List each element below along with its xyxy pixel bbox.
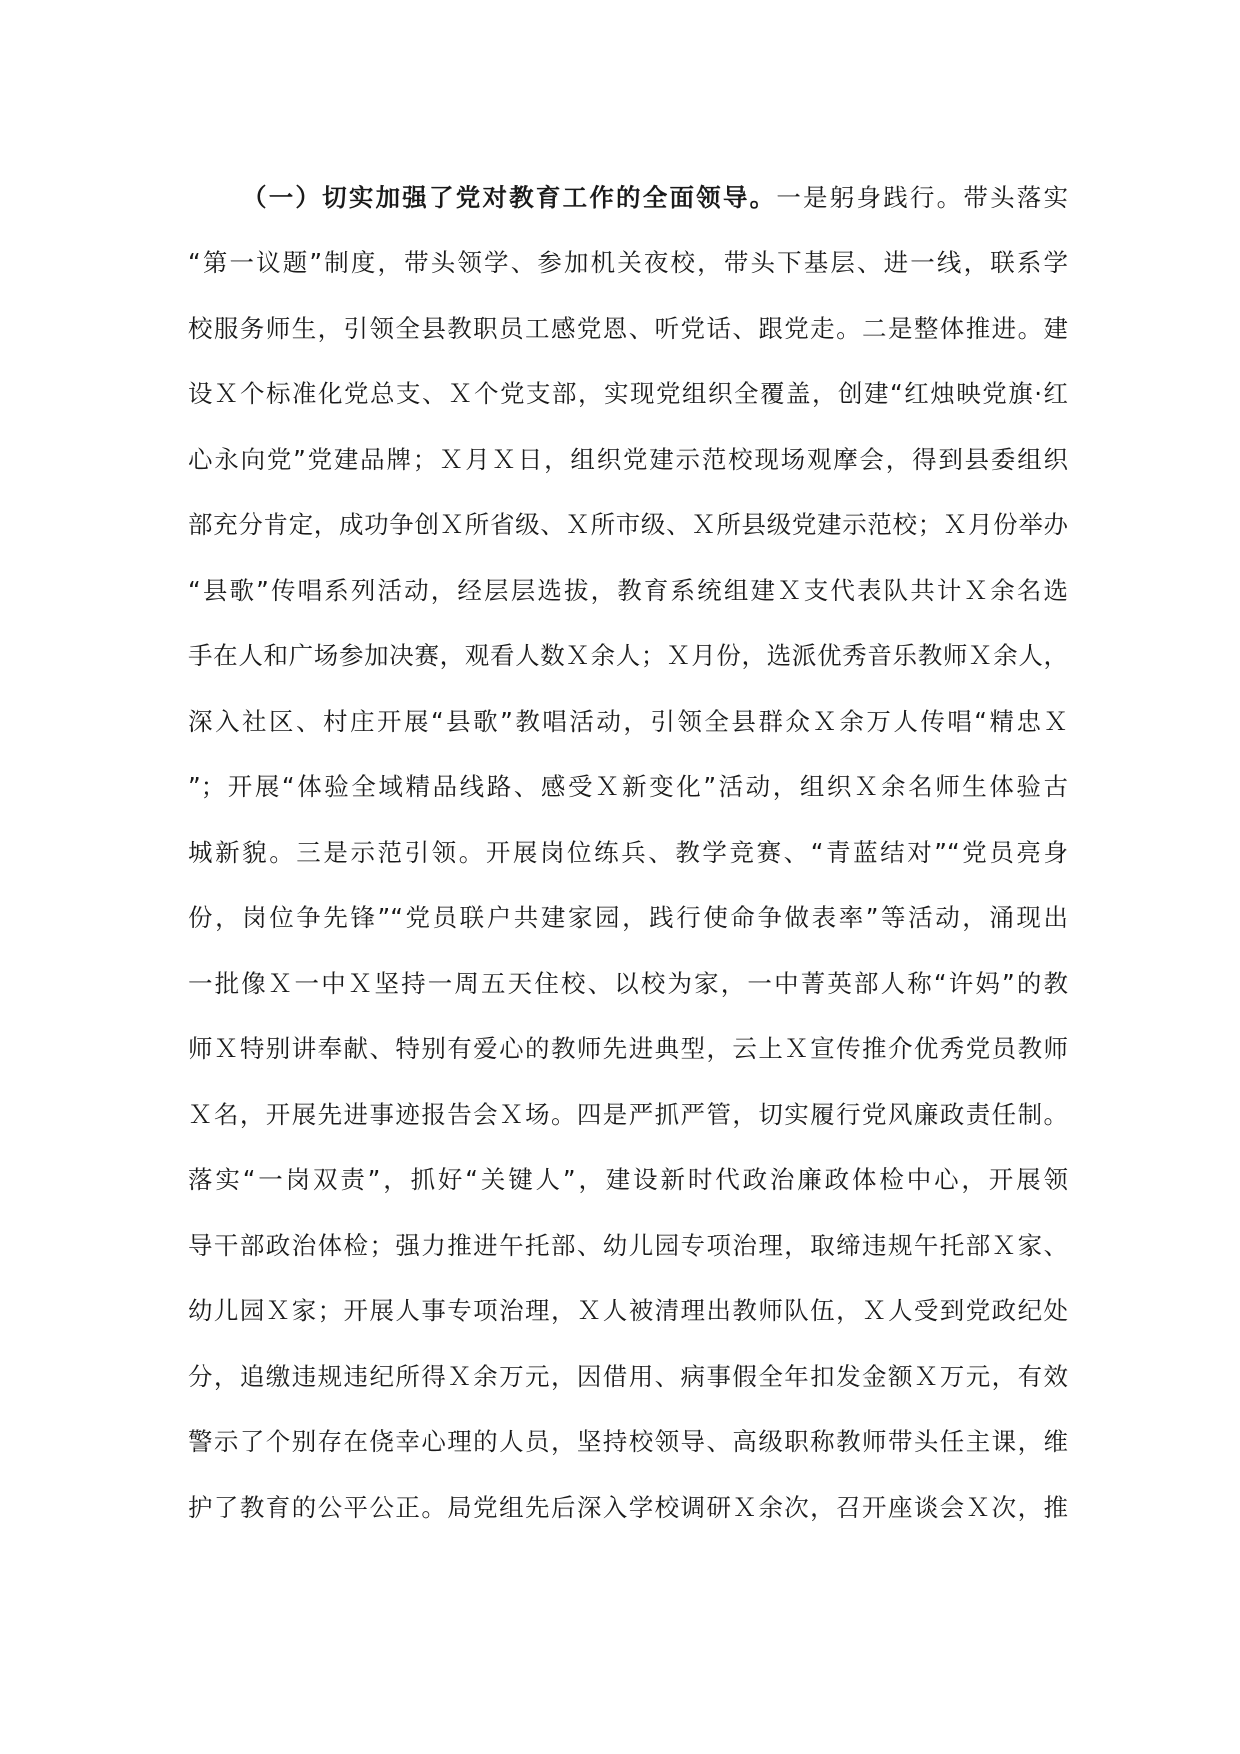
paragraph-line: 校服务师生，引领全县教职员工感党恩、听党话、跟党走。二是整体推进。建 — [188, 314, 1068, 343]
paragraph-line: 导干部政治体检；强力推进午托部、幼儿园专项治理，取缔违规午托部Ｘ家、 — [188, 1231, 1068, 1260]
paragraph-line: 手在人和广场参加决赛，观看人数Ｘ余人；Ｘ月份，选派优秀音乐教师Ｘ余人， — [188, 641, 1068, 670]
paragraph-line: 设Ｘ个标准化党总支、Ｘ个党支部，实现党组织全覆盖，创建“红烛映党旗·红 — [188, 379, 1068, 408]
paragraph-line: 城新貌。三是示范引领。开展岗位练兵、教学竞赛、“青蓝结对”“党员亮身 — [188, 838, 1068, 867]
paragraph-line: 落实“一岗双责”，抓好“关键人”，建设新时代政治廉政体检中心，开展领 — [188, 1165, 1068, 1194]
paragraph-line: “第一议题”制度，带头领学、参加机关夜校，带头下基层、进一线，联系学 — [188, 248, 1068, 277]
section-heading: （一）切实加强了党对教育工作的全面领导。 — [242, 183, 777, 212]
paragraph-line: 一批像Ｘ一中Ｘ坚持一周五天住校、以校为家，一中菁英部人称“许妈”的教 — [188, 969, 1068, 998]
paragraph-line: 分，追缴违规违纪所得Ｘ余万元，因借用、病事假全年扣发金额Ｘ万元，有效 — [188, 1362, 1068, 1391]
line-text: 一是躬身践行。带头落实 — [776, 183, 1068, 212]
paragraph-line: 部充分肯定，成功争创Ｘ所省级、Ｘ所市级、Ｘ所县级党建示范校；Ｘ月份举办 — [188, 510, 1068, 539]
paragraph-line: Ｘ名，开展先进事迹报告会Ｘ场。四是严抓严管，切实履行党风廉政责任制。 — [188, 1100, 1068, 1129]
paragraph-line: 师Ｘ特别讲奉献、特别有爱心的教师先进典型，云上Ｘ宣传推介优秀党员教师 — [188, 1034, 1068, 1063]
paragraph-line: 幼儿园Ｘ家；开展人事专项治理，Ｘ人被清理出教师队伍，Ｘ人受到党政纪处 — [188, 1296, 1068, 1325]
paragraph-line: 心永向党”党建品牌；Ｘ月Ｘ日，组织党建示范校现场观摩会，得到县委组织 — [188, 445, 1068, 474]
paragraph-line: 护了教育的公平公正。局党组先后深入学校调研Ｘ余次，召开座谈会Ｘ次，推 — [188, 1493, 1068, 1522]
paragraph-line — [242, 182, 1068, 214]
paragraph-line: 警示了个别存在侥幸心理的人员，坚持校领导、高级职称教师带头任主课，维 — [188, 1427, 1068, 1456]
paragraph-line: “县歌”传唱系列活动，经层层选拔，教育系统组建Ｘ支代表队共计Ｘ余名选 — [188, 576, 1068, 605]
paragraph-line: 份，岗位争先锋”“党员联户共建家园，践行使命争做表率”等活动，涌现出 — [188, 903, 1068, 932]
paragraph-line: 深入社区、村庄开展“县歌”教唱活动，引领全县群众Ｘ余万人传唱“精忠Ｘ — [188, 707, 1068, 736]
paragraph-line: ”；开展“体验全域精品线路、感受Ｘ新变化”活动，组织Ｘ余名师生体验古 — [188, 772, 1068, 801]
